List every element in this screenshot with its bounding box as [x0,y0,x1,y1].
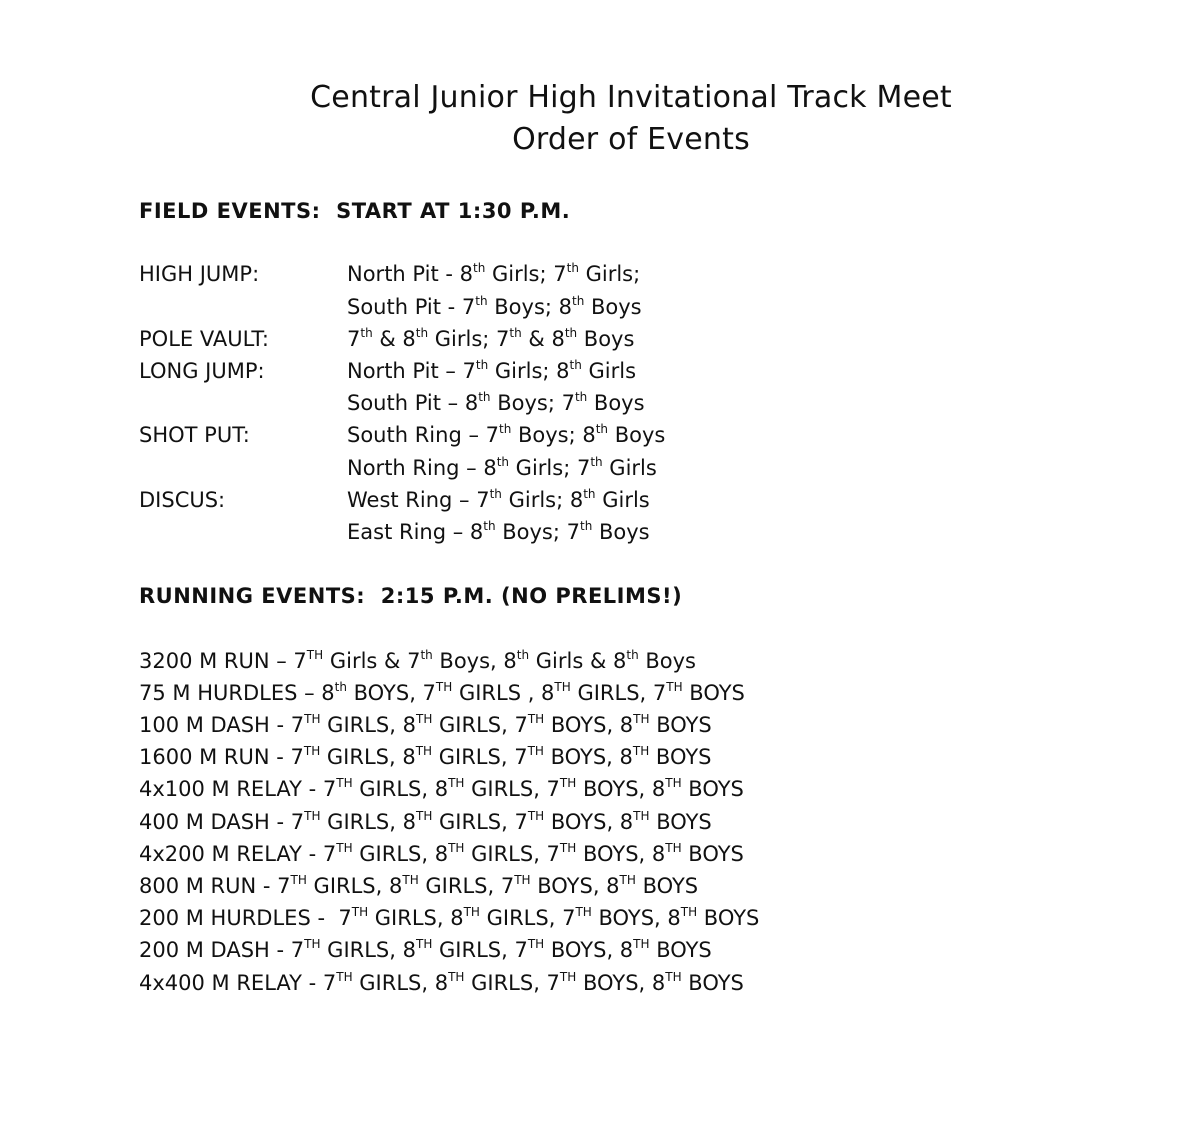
ordinal-suffix: th [626,648,639,662]
ordinal-suffix: TH [633,809,650,823]
ordinal-suffix: TH [527,809,545,823]
ordinal-suffix: TH [402,873,419,887]
ordinal-suffix: th [569,358,582,372]
event-label: DISCUS: [139,488,226,512]
ordinal-suffix: TH [527,937,545,951]
ordinal-suffix: TH [575,905,592,919]
ordinal-suffix: th [572,294,585,308]
running-events-heading: RUNNING EVENTS: 2:15 P.M. (NO PRELIMS!) [139,584,683,608]
ordinal-suffix: TH [448,841,465,855]
ordinal-suffix: TH [666,680,683,694]
ordinal-suffix: TH [665,776,682,790]
running-event-line: 4x400 M RELAY - 7TH GIRLS, 8TH GIRLS, 7TH BOYS, 8TH BOYS [139,970,744,995]
ordinal-suffix: TH [290,873,307,887]
ordinal-suffix: TH [415,937,433,951]
ordinal-suffix: TH [336,970,353,984]
ordinal-suffix: TH [415,744,433,758]
event-detail: South Pit - 7th Boys; 8th Boys [347,294,642,319]
ordinal-suffix: th [564,326,578,340]
running-event-line: 200 M DASH - 7TH GIRLS, 8TH GIRLS, 7TH BOYS, 8TH BOYS [139,937,712,962]
ordinal-suffix: TH [680,905,698,919]
ordinal-suffix: TH [448,970,465,984]
event-label: LONG JUMP: [139,359,265,383]
ordinal-suffix: TH [304,809,321,823]
ordinal-suffix: th [509,326,522,340]
ordinal-suffix: th [595,422,609,436]
ordinal-suffix: TH [619,873,636,887]
document-subtitle: Order of Events [512,122,750,157]
ordinal-suffix: th [489,487,502,501]
document-title: Central Junior High Invitational Track Meet [310,80,952,115]
running-event-line: 4x100 M RELAY - 7TH GIRLS, 8TH GIRLS, 7TH BOYS, 8TH BOYS [139,776,744,801]
running-event-line: 200 M HURDLES - 7TH GIRLS, 8TH GIRLS, 7TH BOYS, 8TH BOYS [139,905,760,930]
ordinal-suffix: th [472,261,486,275]
ordinal-suffix: TH [527,712,545,726]
running-event-line: 800 M RUN - 7TH GIRLS, 8TH GIRLS, 7TH BOYS, 8TH BOYS [139,873,699,898]
ordinal-suffix: TH [633,712,650,726]
ordinal-suffix: TH [527,744,544,758]
running-event-line: 3200 M RUN – 7TH Girls & 7th Boys, 8th Girls & 8th Boys [139,648,696,673]
event-detail: South Pit – 8th Boys; 7th Boys [347,390,645,415]
ordinal-suffix: th [590,455,603,469]
event-detail: North Pit - 8th Girls; 7th Girls; [347,261,641,286]
ordinal-suffix: TH [559,970,577,984]
ordinal-suffix: TH [665,841,682,855]
event-label: SHOT PUT: [139,423,250,447]
ordinal-suffix: TH [559,776,577,790]
running-event-line: 100 M DASH - 7TH GIRLS, 8TH GIRLS, 7TH BOYS, 8TH BOYS [139,712,712,737]
ordinal-suffix: TH [303,744,321,758]
running-event-line: 75 M HURDLES – 8th BOYS, 7TH GIRLS , 8TH GIRLS, 7TH BOYS [139,680,745,705]
ordinal-suffix: TH [559,841,577,855]
ordinal-suffix: th [334,680,347,694]
running-event-line: 4x200 M RELAY - 7TH GIRLS, 8TH GIRLS, 7TH BOYS, 8TH BOYS [139,841,744,866]
ordinal-suffix: th [566,261,579,275]
running-event-line: 1600 M RUN - 7TH GIRLS, 8TH GIRLS, 7TH BOYS, 8TH BOYS [139,744,712,769]
ordinal-suffix: th [516,648,530,662]
event-detail: South Ring – 7th Boys; 8th Boys [347,422,666,447]
event-label: HIGH JUMP: [139,262,260,286]
ordinal-suffix: th [420,648,433,662]
ordinal-suffix: th [478,390,491,404]
ordinal-suffix: TH [448,776,465,790]
ordinal-suffix: TH [306,648,324,662]
ordinal-suffix: TH [514,873,531,887]
event-detail: West Ring – 7th Girls; 8th Girls [347,487,650,512]
ordinal-suffix: th [360,326,373,340]
ordinal-suffix: TH [633,937,650,951]
ordinal-suffix: TH [415,809,433,823]
event-detail: 7th & 8th Girls; 7th & 8th Boys [347,326,635,351]
ordinal-suffix: TH [336,841,353,855]
event-detail: East Ring – 8th Boys; 7th Boys [347,519,650,544]
running-event-line: 400 M DASH - 7TH GIRLS, 8TH GIRLS, 7TH BOYS, 8TH BOYS [139,809,712,834]
ordinal-suffix: TH [554,680,571,694]
ordinal-suffix: TH [632,744,650,758]
ordinal-suffix: th [415,326,429,340]
ordinal-suffix: TH [435,680,453,694]
ordinal-suffix: th [574,390,588,404]
event-detail: North Ring – 8th Girls; 7th Girls [347,455,657,480]
ordinal-suffix: th [483,519,496,533]
ordinal-suffix: TH [463,905,480,919]
event-label: POLE VAULT: [139,327,269,351]
ordinal-suffix: th [496,455,509,469]
ordinal-suffix: TH [304,712,321,726]
ordinal-suffix: th [498,422,512,436]
ordinal-suffix: TH [415,712,433,726]
ordinal-suffix: TH [304,937,321,951]
ordinal-suffix: th [475,358,489,372]
event-detail: North Pit – 7th Girls; 8th Girls [347,358,637,383]
ordinal-suffix: TH [665,970,682,984]
ordinal-suffix: TH [351,905,369,919]
ordinal-suffix: th [580,519,593,533]
field-events-heading: FIELD EVENTS: START AT 1:30 P.M. [139,199,571,223]
ordinal-suffix: th [583,487,596,501]
ordinal-suffix: th [475,294,488,308]
ordinal-suffix: TH [336,776,353,790]
